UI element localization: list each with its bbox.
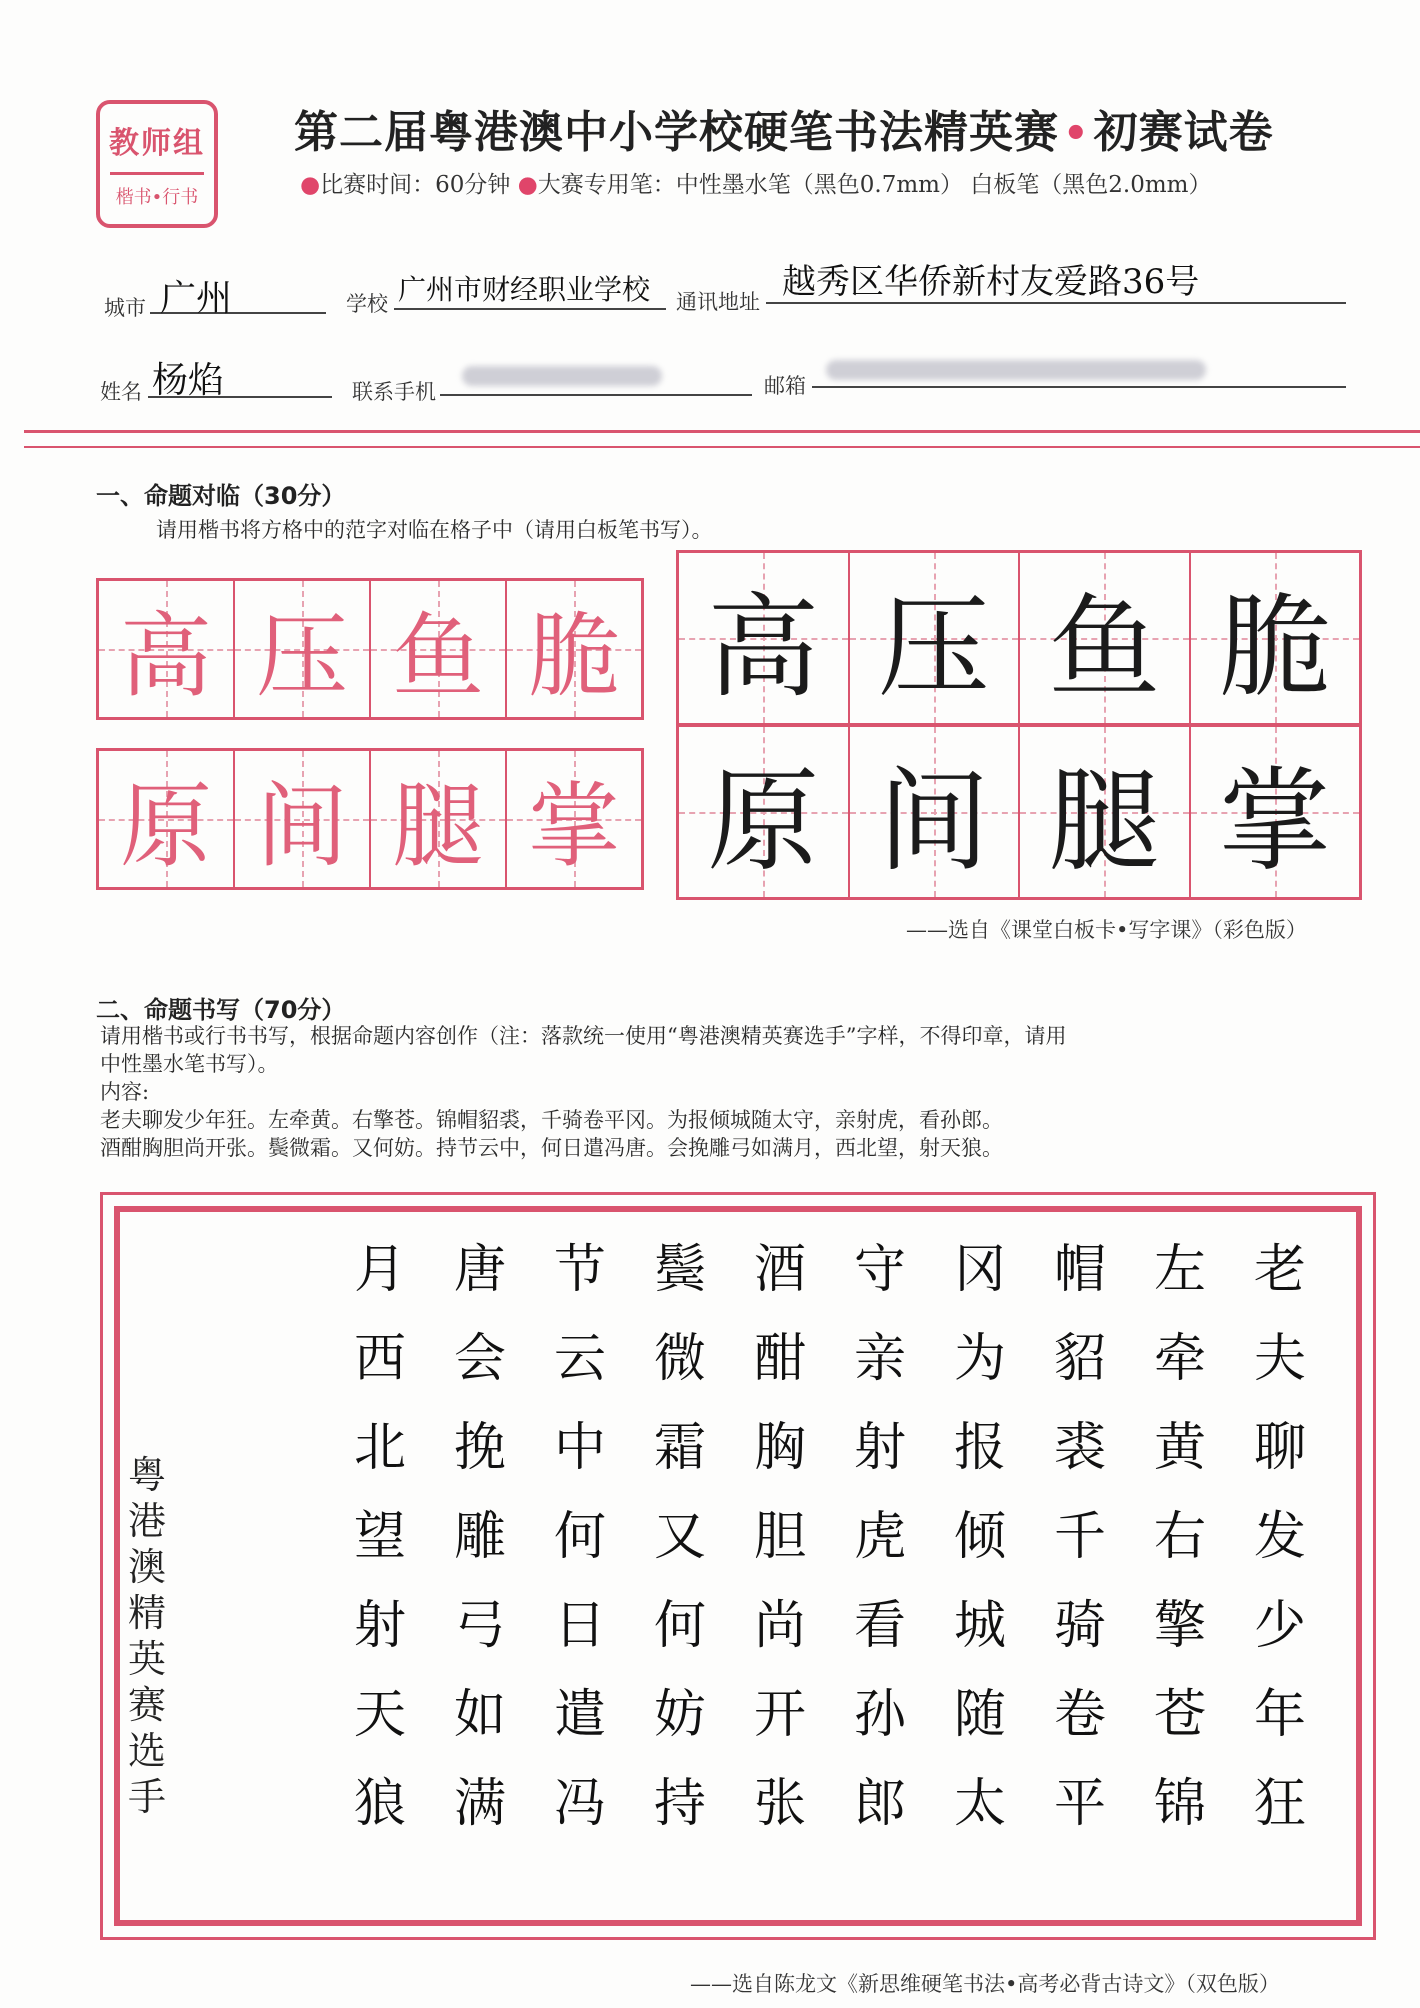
handwritten-char: 为 <box>953 1329 1006 1389</box>
model-cell: 间 <box>850 727 1021 897</box>
handwritten-char: 千 <box>1053 1507 1106 1567</box>
email-line <box>812 386 1346 388</box>
handwritten-char: 老 <box>1253 1240 1306 1300</box>
phone-line <box>440 394 752 396</box>
section2-instruction-1: 请用楷书或行书书写，根据命题内容创作（注：落款统一使用“粤港澳精英赛选手”字样，不得印章，请用 <box>100 1024 1067 1048</box>
practice-cell[interactable]: 掌 <box>507 751 641 887</box>
handwritten-char: 会 <box>453 1329 506 1389</box>
model-cell: 鱼 <box>1020 553 1191 723</box>
group-badge <box>96 100 218 228</box>
section2-heading: 二、命题书写（70分） <box>96 996 346 1024</box>
handwritten-char: 随 <box>953 1685 1006 1745</box>
handwritten-char: 骑 <box>1053 1596 1106 1656</box>
model-cell: 腿 <box>1020 727 1191 897</box>
badge-subtitle: 楷书•行书 <box>115 187 199 208</box>
handwritten-char: 唐 <box>453 1240 506 1300</box>
handwritten-char: 胸 <box>753 1418 806 1478</box>
content-label: 内容: <box>100 1080 150 1104</box>
school-label: 学校 <box>346 292 388 316</box>
handwritten-char: 苍 <box>1153 1685 1206 1745</box>
handwritten-char: 射 <box>353 1596 406 1656</box>
handwritten-char: 望 <box>353 1507 406 1567</box>
model-cell: 高 <box>679 553 850 723</box>
handwritten-char: 貂 <box>1053 1329 1106 1389</box>
handwritten-char: 冈 <box>953 1240 1006 1300</box>
handwritten-char: 冯 <box>553 1774 606 1834</box>
signature-char: 精 <box>127 1591 166 1635</box>
handwritten-char: 平 <box>1053 1774 1106 1834</box>
handwritten-char: 少 <box>1253 1596 1306 1656</box>
handwritten-char: 何 <box>653 1596 706 1656</box>
name-field[interactable]: 杨焰 <box>152 360 225 401</box>
school-line <box>394 308 666 310</box>
handwritten-char: 发 <box>1253 1507 1306 1567</box>
section1-instruction: 请用楷书将方格中的范字对临在格子中（请用白板笔书写）。 <box>156 518 713 542</box>
model-cell: 脆 <box>1191 553 1360 723</box>
handwritten-char: 虎 <box>853 1507 906 1567</box>
practice-cell[interactable]: 压 <box>235 581 371 717</box>
handwritten-char: 遣 <box>553 1685 606 1745</box>
handwritten-char: 射 <box>853 1418 906 1478</box>
page-title <box>294 96 1374 160</box>
composition-column <box>840 1226 920 1849</box>
model-cell: 原 <box>679 727 850 897</box>
handwritten-char: 夫 <box>1253 1329 1306 1389</box>
composition-column <box>340 1226 420 1849</box>
content-line-2: 酒酣胸胆尚开张。鬓微霜。又何妨。持节云中，何日遣冯唐。会挽雕弓如满月，西北望，射天狼。 <box>100 1136 1003 1160</box>
section1-source: ——选自《课堂白板卡•写字课》（彩色版） <box>906 918 1307 942</box>
signature <box>122 1452 172 1820</box>
city-field[interactable]: 广州 <box>160 278 233 319</box>
email-redaction <box>826 360 1206 380</box>
signature-char: 手 <box>127 1775 166 1819</box>
practice-cell[interactable]: 鱼 <box>371 581 507 717</box>
phone-label: 联系手机 <box>352 380 436 404</box>
handwritten-char: 卷 <box>1053 1685 1106 1745</box>
handwritten-char: 节 <box>553 1240 606 1300</box>
handwritten-char: 鬓 <box>653 1240 706 1300</box>
handwritten-char: 狼 <box>353 1774 406 1834</box>
handwritten-char: 锦 <box>1153 1774 1206 1834</box>
handwritten-char: 孙 <box>853 1685 906 1745</box>
practice-grid-row1 <box>96 578 644 720</box>
handwritten-char: 聊 <box>1253 1418 1306 1478</box>
handwritten-char: 裘 <box>1053 1418 1106 1478</box>
school-field[interactable]: 广州市财经职业学校 <box>398 273 651 306</box>
composition-column <box>540 1226 620 1849</box>
handwritten-char: 右 <box>1153 1507 1206 1567</box>
composition-column <box>440 1226 520 1849</box>
handwritten-char: 持 <box>653 1774 706 1834</box>
section1-heading: 一、命题对临（30分） <box>96 482 346 510</box>
practice-cell[interactable]: 间 <box>235 751 371 887</box>
email-label: 邮箱 <box>764 374 806 398</box>
handwritten-char: 中 <box>553 1418 606 1478</box>
content-line-1: 老夫聊发少年狂。左牵黄。右擎苍。锦帽貂裘，千骑卷平冈。为报倾城随太守，亲射虎，看孙郎。 <box>100 1108 1003 1132</box>
divider-rule-bottom <box>24 446 1420 448</box>
contest-info <box>300 166 1211 199</box>
pen-info: 大赛专用笔：中性墨水笔（黑色0.7mm） 白板笔（黑色2.0mm） <box>537 172 1212 198</box>
handwritten-char: 牵 <box>1153 1329 1206 1389</box>
title-dot: • <box>1063 111 1090 157</box>
practice-cell[interactable]: 腿 <box>371 751 507 887</box>
composition-column <box>1040 1226 1120 1849</box>
model-grid-row1 <box>676 550 1362 726</box>
title-main: 第二届粤港澳中小学校硬笔书法精英赛 <box>294 107 1059 158</box>
handwritten-char: 酒 <box>753 1240 806 1300</box>
badge-title: 教师组 <box>109 126 205 161</box>
section2-instruction-2: 中性墨水笔书写）。 <box>100 1052 279 1076</box>
handwritten-char: 太 <box>953 1774 1006 1834</box>
signature-char: 澳 <box>127 1545 166 1589</box>
handwritten-char: 又 <box>653 1507 706 1567</box>
signature-char: 赛 <box>127 1683 166 1727</box>
address-field[interactable]: 越秀区华侨新村友爱路36号 <box>782 262 1200 302</box>
city-label: 城市 <box>104 296 146 320</box>
handwritten-char: 看 <box>853 1596 906 1656</box>
handwritten-char: 如 <box>453 1685 506 1745</box>
signature-char: 选 <box>127 1729 166 1773</box>
handwritten-char: 天 <box>353 1685 406 1745</box>
signature-char: 粤 <box>127 1453 166 1497</box>
badge-divider <box>110 172 204 175</box>
handwritten-char: 微 <box>653 1329 706 1389</box>
handwritten-char: 挽 <box>453 1418 506 1478</box>
handwritten-char: 北 <box>353 1418 406 1478</box>
title-tail: 初赛试卷 <box>1093 107 1274 158</box>
handwritten-char: 霜 <box>653 1418 706 1478</box>
bullet-icon: ● <box>300 172 321 198</box>
handwritten-char: 弓 <box>453 1596 506 1656</box>
handwritten-char: 城 <box>953 1596 1006 1656</box>
name-label: 姓名 <box>100 380 142 404</box>
handwritten-char: 报 <box>953 1418 1006 1478</box>
model-grid-row2 <box>676 724 1362 900</box>
handwritten-char: 胆 <box>753 1507 806 1567</box>
composition-column <box>1240 1226 1320 1849</box>
handwritten-char: 月 <box>353 1240 406 1300</box>
handwritten-char: 云 <box>553 1329 606 1389</box>
composition-column <box>640 1226 720 1849</box>
time-info: 比赛时间：60分钟 <box>320 172 511 198</box>
section2-source: ——选自陈龙文《新思维硬笔书法•高考必背古诗文》（双色版） <box>690 1972 1280 1996</box>
handwritten-char: 何 <box>553 1507 606 1567</box>
handwritten-char: 狂 <box>1253 1774 1306 1834</box>
practice-grid-row2 <box>96 748 644 890</box>
handwritten-char: 开 <box>753 1685 806 1745</box>
handwritten-char: 亲 <box>853 1329 906 1389</box>
handwritten-char: 守 <box>853 1240 906 1300</box>
composition-column <box>740 1226 820 1849</box>
handwritten-char: 年 <box>1253 1685 1306 1745</box>
handwritten-char: 倾 <box>953 1507 1006 1567</box>
handwritten-char: 妨 <box>653 1685 706 1745</box>
signature-char: 英 <box>127 1637 166 1681</box>
handwritten-char: 西 <box>353 1329 406 1389</box>
practice-cell[interactable]: 脆 <box>507 581 641 717</box>
handwritten-char: 尚 <box>753 1596 806 1656</box>
phone-redaction <box>462 366 662 386</box>
handwritten-char: 黄 <box>1153 1418 1206 1478</box>
model-cell: 压 <box>850 553 1021 723</box>
handwritten-char: 酣 <box>753 1329 806 1389</box>
handwritten-char: 郎 <box>853 1774 906 1834</box>
practice-cell[interactable]: 高 <box>99 581 235 717</box>
bullet-icon: ● <box>517 172 538 198</box>
handwritten-char: 雕 <box>453 1507 506 1567</box>
divider-rule-top <box>24 430 1420 433</box>
handwritten-char: 擎 <box>1153 1596 1206 1656</box>
composition-column <box>1140 1226 1220 1849</box>
signature-char: 港 <box>127 1499 166 1543</box>
handwritten-char: 日 <box>553 1596 606 1656</box>
handwritten-char: 左 <box>1153 1240 1206 1300</box>
composition-column <box>940 1226 1020 1849</box>
model-cell: 掌 <box>1191 727 1360 897</box>
handwritten-char: 帽 <box>1053 1240 1106 1300</box>
handwritten-char: 满 <box>453 1774 506 1834</box>
address-label: 通讯地址 <box>676 290 760 314</box>
practice-cell[interactable]: 原 <box>99 751 235 887</box>
handwritten-char: 张 <box>753 1774 806 1834</box>
